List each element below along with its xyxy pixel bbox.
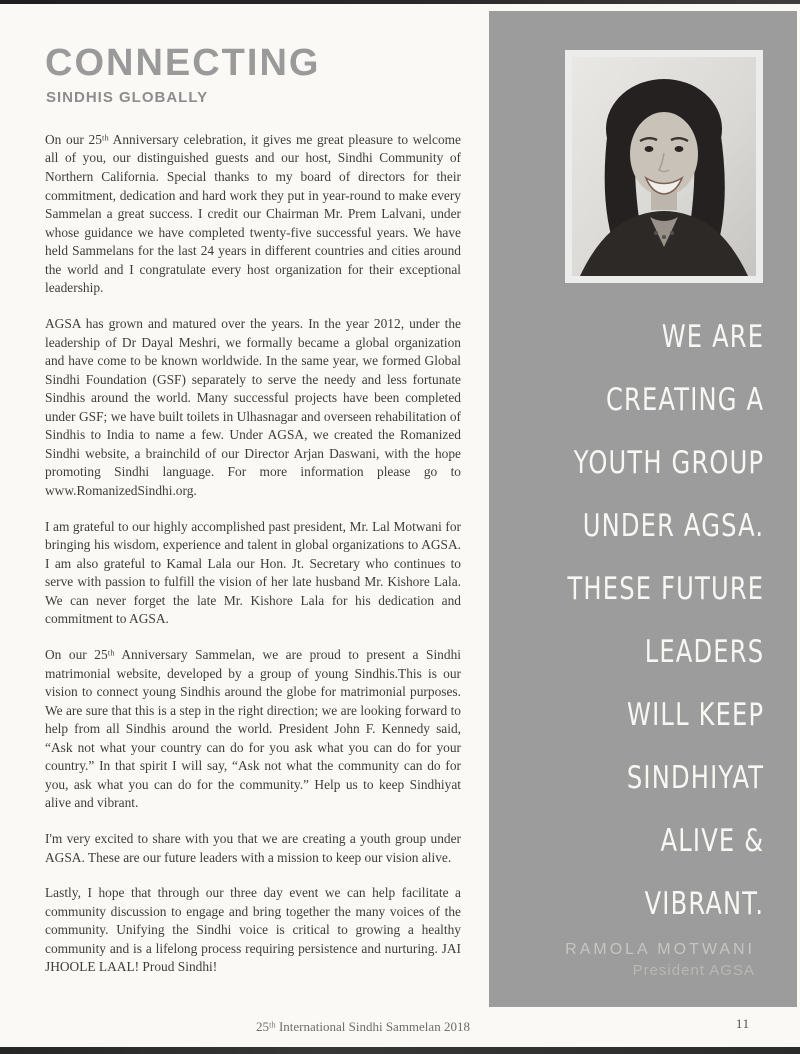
quote-line: WE ARE (661, 319, 765, 355)
quote-attribution (565, 941, 755, 979)
page-bottom-edge (0, 1047, 800, 1054)
footer-caption: 25ᵗʰ International Sindhi Sammelan 2018 (256, 1019, 470, 1034)
paragraph: I'm very excited to share with you that we are creating a youth group under AGSA. These are our future leaders with a mission to keep our vision alive. (45, 831, 461, 865)
quote-line: ALIVE & (660, 823, 765, 859)
page-number: 11 (735, 1017, 750, 1031)
quote-line: SINDHIYAT (626, 760, 765, 796)
quote-line: WILL KEEP (627, 697, 765, 733)
paragraph: On our 25ᵗʰ Anniversary Sammelan, we are proud to present a Sindhi matrimonial website, developed by a group of young Sindhis.This is our vision to connect young Sindhis around the globe for matrimonial purposes. We are sure that this is a step in the right direction; we are looking forward to help from all Sindhis around the world. President John F. Kennedy said, “Ask not what your country can do for you ask what you can do for your country.” In that spirit I will say, “Ask not what the community can do for you, ask what you can do for the community.” Help us to keep Sindhiyat alive and vibrant. (45, 646, 461, 811)
page-title: CONNECTING (45, 42, 321, 84)
quote-line: YOUTH GROUP (573, 445, 765, 481)
page-top-edge (0, 0, 800, 4)
attribution-title: President AGSA (632, 962, 755, 979)
portrait-photo (572, 57, 756, 276)
pull-quote (557, 306, 797, 936)
paragraph: Lastly, I hope that through our three day event we can help facilitate a community discussion to engage and bring together the many voices of the community. Unifying the Sindhi voice is critical to growing a healthy community and is a lifelong process requiring persistence and nurturing. JAI JHOOLE LAAL! Proud Sindhi! (45, 885, 461, 975)
portrait-photo-frame (565, 50, 763, 283)
attribution-name: RAMOLA MOTWANI (565, 941, 755, 958)
body-paragraphs (45, 131, 461, 977)
quote-line: CREATING A (605, 382, 765, 418)
page-subtitle: SINDHIS GLOBALLY (46, 88, 209, 106)
quote-line: LEADERS (644, 634, 765, 670)
quote-line: UNDER AGSA. (582, 508, 765, 544)
sidebar-panel (489, 11, 797, 1007)
paragraph: I am grateful to our highly accomplished past president, Mr. Lal Motwani for bringing his wisdom, experience and talent in global organizations to AGSA. I am also grateful to Kamal Lala our Hon. Jt. Secretary who continues to serve with passion to fulfill the vision of her late husband Mr. Kishore Lala. We can never forget the late Mr. Kishore Lala for his dedication and commitment to AGSA. (45, 518, 461, 627)
quote-line: VIBRANT. (644, 886, 765, 922)
paragraph: On our 25ᵗʰ Anniversary celebration, it gives me great pleasure to welcome all of you, our distinguished guests and our host, Sindhi Community of Northern California. Special thanks to my board of directors for their commitment, dedication and hard work they put in year-round to make every Sammelan a great success. I credit our Chairman Mr. Prem Lalvani, under whose guidance we have completed twenty-five successful years. We have held Sammelans for the last 24 years in different countries and cities around the world and I congratulate every host organization for their exceptional leadership. (45, 131, 461, 296)
quote-line: THESE FUTURE (567, 571, 765, 607)
paragraph: AGSA has grown and matured over the years. In the year 2012, under the leadership of Dr Dayal Meshri, we formally became a global organization and have come to be known worldwide. In the same year, we formed Global Sindhi Foundation (GSF) separately to serve the needy and less fortunate Sindhis around the world. Many successful projects have been completed under GSF; we have built toilets in Ulhasnagar and overseen rehabilitation of Sindhis to India to name a few. Under AGSA, we created the Romanized Sindhi website, a brainchild of our Director Arjan Daswani, with the hope promoting Sindhi language. For more information please go to www.RomanizedSindhi.org. (45, 315, 461, 499)
main-text-column (45, 44, 461, 994)
